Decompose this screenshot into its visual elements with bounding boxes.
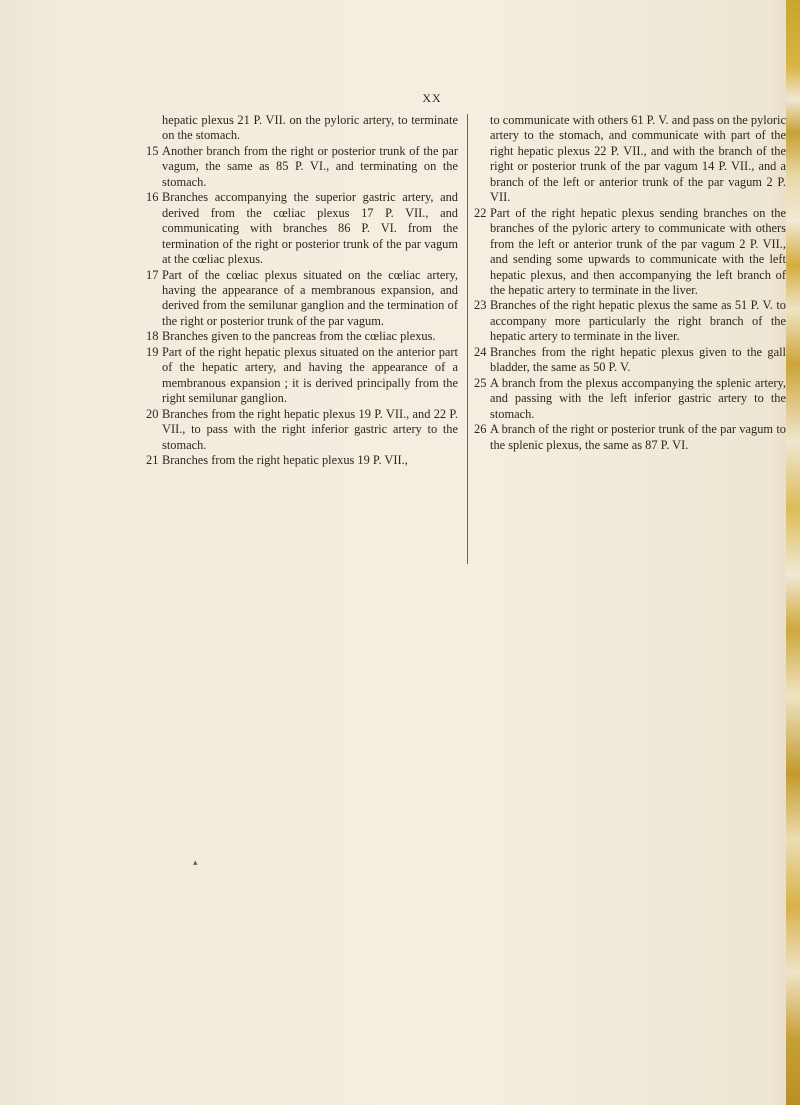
legend-entry-21 (146, 453, 458, 468)
entry-number: 24 (474, 344, 487, 359)
entry-number: 25 (474, 375, 487, 390)
left-continuation-text: hepatic plexus 21 P. VII. on the pyloric artery, to terminate on the stomach. (162, 113, 458, 143)
legend-entry-25 (474, 376, 786, 422)
legend-entry-19 (146, 345, 458, 407)
entry-number: 23 (474, 298, 487, 313)
entry-number: 19 (146, 344, 159, 359)
legend-entry-16 (146, 190, 458, 267)
entry-text: Part of the cœliac plexus situated on the cœliac artery, having the appearance of a membranous expansion, and derived from the semilunar ganglion and the termination of the right or posterior trunk of the par vagum. (162, 267, 458, 328)
entry-text: Part of the right hepatic plexus sending branches on the branches of the pyloric artery to communicate with others from the left or anterior trunk of the par vagum 2 P. VII., and sending some upwards to communicate with the left hepatic plexus, and then accompanying the left branch of the hepatic artery to terminate in the liver. (490, 205, 786, 297)
legend-entry-20 (146, 407, 458, 453)
entry-number: 18 (146, 329, 159, 344)
legend-entry-15 (146, 144, 458, 190)
entry-text: Branches from the right hepatic plexus 19 P. VII., and 22 P. VII., to pass with the right inferior gastric artery to the stomach. (162, 406, 458, 452)
entry-text: Part of the right hepatic plexus situated on the anterior part of the hepatic artery, and having the appearance of a membranous expansion ; it is derived principally from the right semilunar ganglion. (162, 344, 458, 406)
entry-text: Branches from the right hepatic plexus given to the gall bladder, the same as 50 P. V. (490, 344, 786, 375)
entry-number: 16 (146, 190, 159, 205)
print-speck: ▴ (193, 857, 198, 867)
entry-number: 17 (146, 267, 159, 282)
legend-entry-18 (146, 329, 458, 344)
page-folio: XX (422, 91, 442, 105)
right-column (474, 113, 786, 453)
legend-entry-17 (146, 268, 458, 330)
page-edge-shadow (786, 0, 800, 1105)
entry-text: A branch of the right or posterior trunk of the par vagum to the splenic plexus, the same as 87 P. VI. (490, 422, 786, 452)
entry-number: 26 (474, 422, 487, 437)
legend-entry-22 (474, 206, 786, 299)
column-divider (467, 114, 468, 564)
entry-text: Branches given to the pancreas from the cœliac plexus. (162, 329, 436, 344)
entry-number: 21 (146, 452, 159, 467)
entry-text: Another branch from the right or posterior trunk of the par vagum, the same as 85 P. VI., and terminating on the stomach. (162, 143, 458, 189)
entry-text: Branches from the right hepatic plexus 19 P. VII., (162, 452, 408, 467)
entry-number: 20 (146, 406, 159, 421)
left-column (146, 113, 458, 468)
legend-entry-26 (474, 422, 786, 453)
entry-number: 15 (146, 143, 159, 158)
entry-text: Branches accompanying the superior gastric artery, and derived from the cœliac plexus 17 P. VII., and communicating with branches 86 P. VI. from the termination of the right or posterior trunk of the par vagum at the cœliac plexus. (162, 190, 458, 267)
legend-entry-24 (474, 345, 786, 376)
entry-text: A branch from the plexus accompanying the splenic artery, and passing with the left inferior gastric artery to the stomach. (490, 375, 786, 421)
right-continuation-text: to communicate with others 61 P. V. and pass on the pyloric artery to the stomach, and communicate with part of the right hepatic plexus 22 P. VII., and with the branch of the right or posterior trunk of the par vagum 14 P. VII., and a branch of the left or anterior trunk of the par vagum 2 P. VII. (490, 113, 786, 205)
entry-number: 22 (474, 205, 487, 220)
entry-text: Branches of the right hepatic plexus the same as 51 P. V. to accompany more particularly the right branch of the hepatic artery to terminate in the liver. (490, 298, 786, 344)
legend-entry-23 (474, 298, 786, 344)
